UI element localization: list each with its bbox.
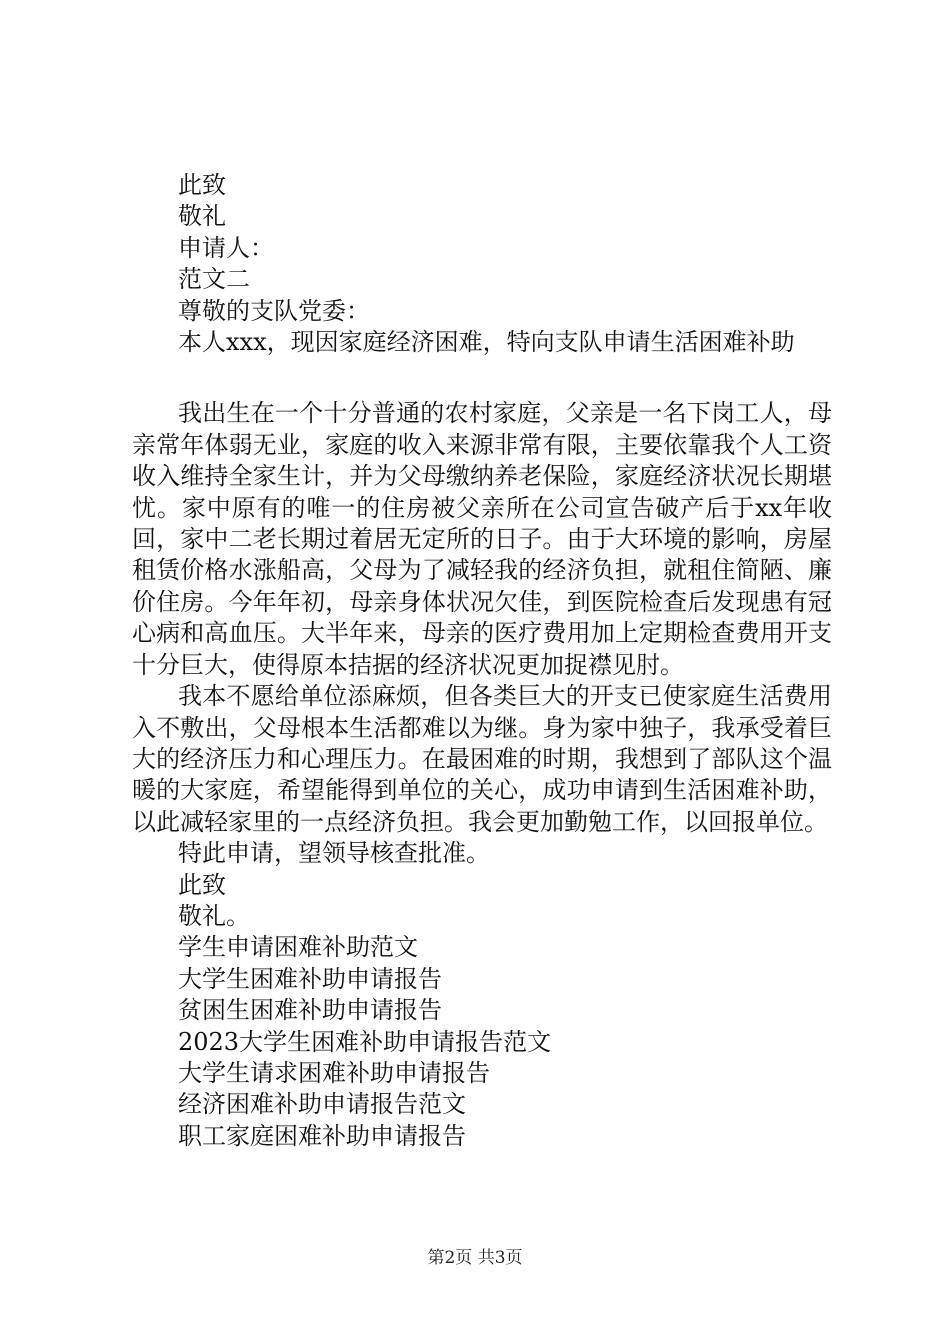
related-title: 贫困生困难补助申请报告 bbox=[178, 996, 442, 1025]
opening-line: 本人xxx，现因家庭经济困难，特向支队申请生活困难补助 bbox=[178, 328, 795, 357]
related-title: 经济困难补助申请报告范文 bbox=[178, 1090, 466, 1119]
recipient-line: 尊敬的支队党委： bbox=[178, 296, 370, 325]
body-paragraph-2: 我本不愿给单位添麻烦，但各类巨大的开支已使家庭生活费用入不敷出，父母根本生活都难以为继。身为家中独子，我承受着巨大的经济压力和心理压力。在最困难的时期，我想到了部队这个温暖的大家庭，希望能得到单位的关心，成功申请到生活困难补助，以此减轻家里的一点经济负担。我会更加勤勉工作，以回报单位。 bbox=[132, 682, 832, 836]
related-title: 学生申请困难补助范文 bbox=[178, 933, 418, 962]
regards-line: 敬礼 bbox=[178, 202, 226, 231]
sample-heading: 范文二 bbox=[178, 265, 250, 294]
body-paragraph-1: 我出生在一个十分普通的农村家庭，父亲是一名下岗工人，母亲常年体弱无业，家庭的收入来源非常有限，主要依靠我个人工资收入维持全家生计，并为父母缴纳养老保险，家庭经济状况长期堪忧。家中原有的唯一的住房被父亲所在公司宣告破产后于xx年收回，家中二老长期过着居无定所的日子。由于大环境的影响，房屋租赁价格水涨船高，父母为了减轻我的经济负担，就租住简陋、廉价住房。今年年初，母亲身体状况欠佳，到医院检查后发现患有冠心病和高血压。大半年来，母亲的医疗费用加上定期检查费用开支十分巨大，使得原本拮据的经济状况更加捉襟见肘。 bbox=[132, 399, 832, 679]
salutation-line: 此致 bbox=[178, 171, 226, 199]
closing-salutation: 此致 bbox=[178, 870, 226, 899]
related-title: 大学生请求困难补助申请报告 bbox=[178, 1058, 490, 1087]
paragraph-gap bbox=[132, 358, 832, 398]
related-title: 2023大学生困难补助申请报告范文 bbox=[178, 1027, 552, 1056]
request-line: 特此申请，望领导核查批准。 bbox=[178, 839, 490, 868]
document-body bbox=[132, 170, 832, 1152]
page-footer: 第2页 共3页 bbox=[427, 1248, 523, 1268]
applicant-line: 申请人： bbox=[178, 233, 274, 262]
related-title: 职工家庭困难补助申请报告 bbox=[178, 1121, 466, 1150]
closing-regards: 敬礼。 bbox=[178, 901, 250, 930]
related-title: 大学生困难补助申请报告 bbox=[178, 964, 442, 993]
